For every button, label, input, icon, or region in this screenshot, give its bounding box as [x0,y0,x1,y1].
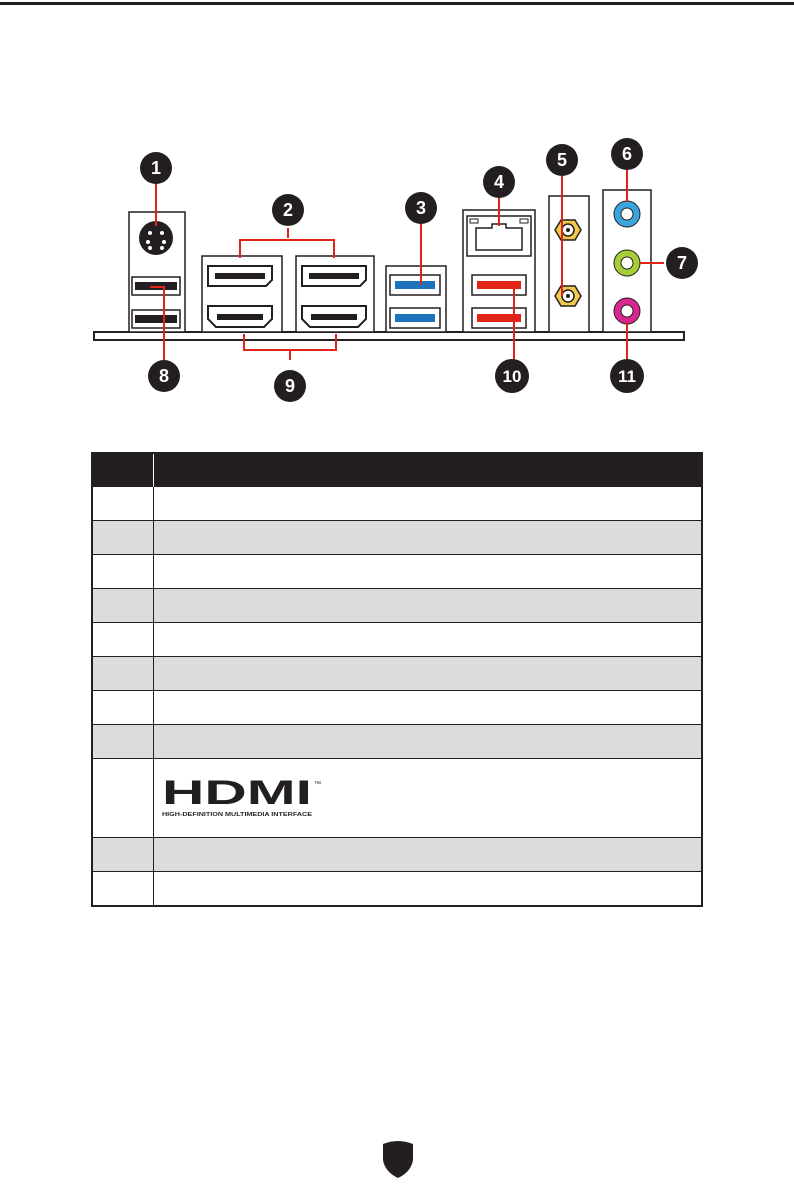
svg-text:HDMI: HDMI [162,776,312,812]
usb3-stack [386,266,446,332]
row-label [154,589,703,623]
svg-text:3: 3 [415,198,427,218]
svg-text:7: 7 [676,253,688,273]
callout-bubble-8 [148,360,180,392]
callout-bubble-2 [272,194,304,226]
table-row [92,657,702,691]
ps2-port [139,221,173,255]
table-row [92,589,702,623]
row-number [92,759,154,838]
table-row [92,691,702,725]
row-label [154,657,703,691]
svg-text:6: 6 [621,144,633,164]
row-number [92,691,154,725]
table-row [92,555,702,589]
callout-bubble-11 [610,359,644,393]
ps2-usb-stack [129,212,185,332]
table-header [92,453,702,487]
table-row [92,487,702,521]
header-number [92,453,154,487]
table-row [92,872,702,907]
svg-text:1: 1 [150,158,162,178]
callout-bubble-3 [405,192,437,224]
port-legend-table [91,452,703,907]
header-label [154,453,703,487]
row-number [92,872,154,907]
callout-bubble-9 [274,370,306,402]
top-rule [0,0,794,10]
row-label [154,555,703,589]
rear-io-panel-diagram [0,130,794,420]
callout-bubble-1 [140,152,172,184]
table-row [92,725,702,759]
row-number [92,838,154,872]
row-label [154,487,703,521]
table-row [92,623,702,657]
callout-bubble-7 [666,247,698,279]
io-baseplate [94,332,684,340]
row-number [92,555,154,589]
lan-usb-stack [463,210,535,332]
callout-bubble-10 [495,359,529,393]
video-outputs [202,256,374,332]
svg-text:10: 10 [502,367,522,386]
wifi-antenna-connectors [549,196,589,332]
table-row [92,521,702,555]
svg-text:11: 11 [618,367,636,386]
row-number [92,487,154,521]
row-label [154,725,703,759]
row-label [154,691,703,725]
svg-text:2: 2 [282,200,294,220]
svg-text:8: 8 [158,366,170,386]
callout-bubble-4 [483,166,515,198]
svg-text:HIGH-DEFINITION MULTIMEDIA INT: HIGH-DEFINITION MULTIMEDIA INTERFACE [162,812,313,818]
row-label [154,872,703,907]
row-label [154,623,703,657]
row-number [92,725,154,759]
svg-text:5: 5 [556,150,568,170]
row-number [92,589,154,623]
hdmi-logo [162,776,332,820]
row-number [92,657,154,691]
row-number [92,521,154,555]
svg-text:™: ™ [314,781,321,788]
lan-port [476,224,522,250]
audio-jacks [603,190,651,332]
row-number [92,623,154,657]
callout-bubble-6 [611,138,643,170]
shield-icon [381,1140,415,1180]
svg-text:4: 4 [493,172,505,192]
row-label [154,838,703,872]
table-row [92,838,702,872]
row-label [154,521,703,555]
table-row [92,759,702,838]
row-label-hdmi [154,759,703,838]
callout-bubble-5 [546,144,578,176]
svg-text:9: 9 [284,376,296,396]
